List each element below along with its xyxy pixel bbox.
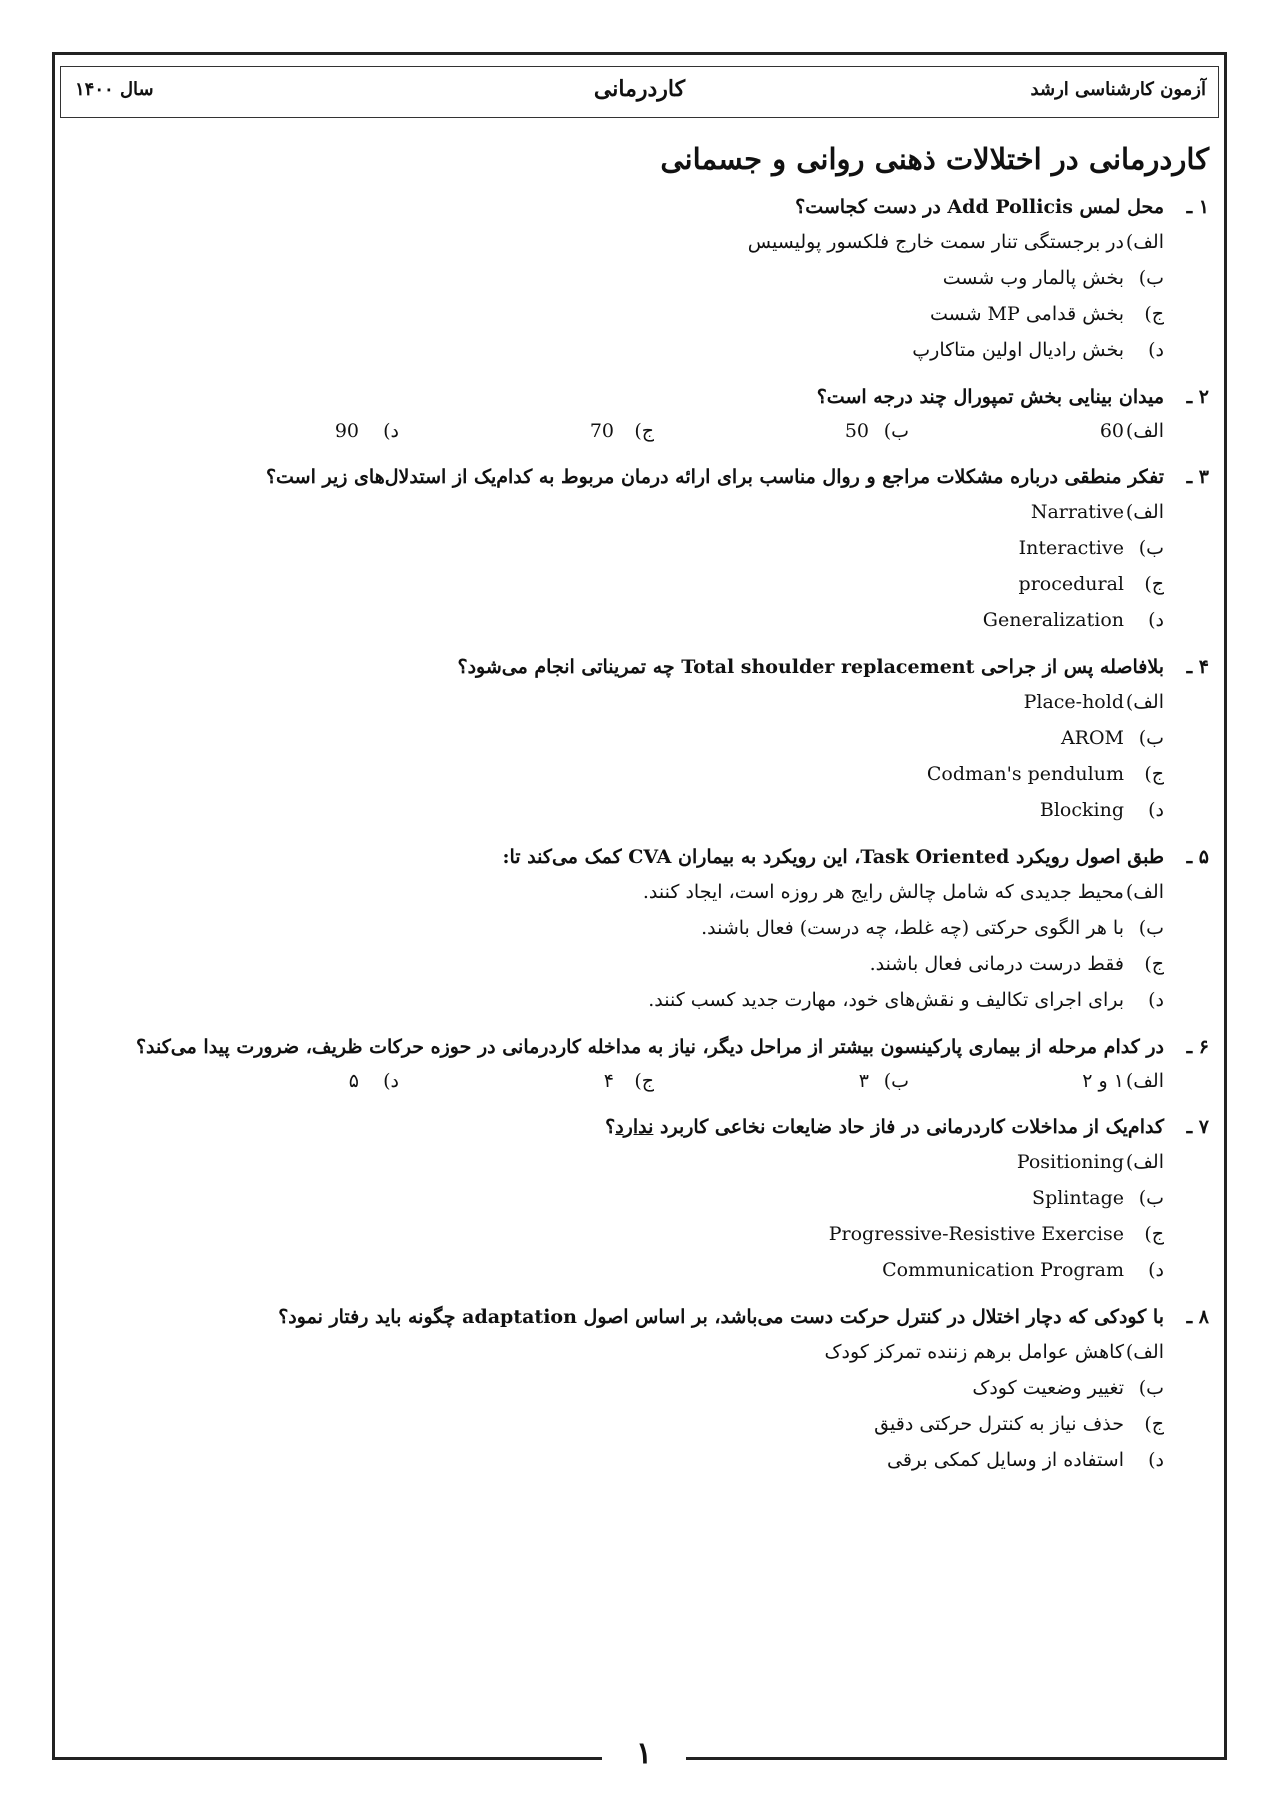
option-letter: ج) bbox=[1144, 303, 1164, 325]
option-text: Place-hold bbox=[1023, 691, 1124, 713]
option-letter: د) bbox=[383, 1070, 399, 1092]
question-text: با کودکی که دچار اختلال در کنترل حرکت دست می‌باشد، بر اساس اصول adaptation چگونه باید رفتار نمود؟ bbox=[278, 1306, 1164, 1328]
frame-bottom-left bbox=[52, 1757, 602, 1760]
option bbox=[70, 792, 1164, 828]
option-text: AROM bbox=[1060, 727, 1124, 749]
option bbox=[909, 414, 1164, 448]
question-number: ۷ ـ bbox=[1186, 1116, 1209, 1138]
option-letter: د) bbox=[1148, 1259, 1164, 1281]
page-number: ۱ bbox=[635, 1736, 653, 1771]
option-text: ۳ bbox=[858, 1070, 869, 1092]
question-text: تفکر منطقی درباره مشکلات مراجع و روال مناسب برای ارائه درمان مربوط به کدام‌یک از استدلال‌های زیر است؟ bbox=[265, 466, 1164, 488]
option bbox=[654, 1064, 909, 1098]
option-text: Codman's pendulum bbox=[926, 763, 1124, 785]
option-text: فقط درست درمانی فعال باشند. bbox=[869, 953, 1124, 975]
option-letter: الف) bbox=[1125, 1151, 1164, 1173]
option-text: محیط جدیدی که شامل چالش رایج هر روزه است، ایجاد کنند. bbox=[642, 881, 1124, 903]
option bbox=[70, 296, 1164, 332]
question-number: ۴ ـ bbox=[1186, 656, 1209, 678]
option bbox=[70, 720, 1164, 756]
option-text: با هر الگوی حرکتی (چه غلط، چه درست) فعال باشند. bbox=[701, 917, 1124, 939]
option-text: بخش رادیال اولین متاکارپ bbox=[912, 339, 1124, 361]
question-text bbox=[70, 1110, 1164, 1144]
option-letter: د) bbox=[1148, 609, 1164, 631]
option bbox=[70, 982, 1164, 1018]
option-letter: الف) bbox=[1125, 881, 1164, 903]
option-text: استفاده از وسایل کمکی برقی bbox=[887, 1449, 1124, 1471]
question-number: ۳ ـ bbox=[1186, 466, 1209, 488]
option-letter: د) bbox=[383, 420, 399, 442]
option-text: 50 bbox=[844, 420, 869, 442]
option-letter: د) bbox=[1148, 1449, 1164, 1471]
question bbox=[70, 380, 1209, 448]
option-letter: ب) bbox=[1138, 917, 1164, 939]
option-text: ۵ bbox=[348, 1070, 359, 1092]
option bbox=[70, 530, 1164, 566]
question bbox=[70, 650, 1209, 828]
option bbox=[909, 1064, 1164, 1098]
option-letter: ج) bbox=[1144, 763, 1164, 785]
option bbox=[70, 684, 1164, 720]
option-text: کاهش عوامل برهم زننده تمرکز کودک bbox=[824, 1341, 1124, 1363]
option bbox=[70, 494, 1164, 530]
option bbox=[144, 414, 399, 448]
option-letter: ج) bbox=[1144, 573, 1164, 595]
option-letter: الف) bbox=[1125, 420, 1164, 442]
option-letter: الف) bbox=[1125, 1070, 1164, 1092]
question-text: طبق اصول رویکرد Task Oriented، این رویکرد به بیماران CVA کمک می‌کند تا: bbox=[502, 846, 1164, 868]
option bbox=[70, 1334, 1164, 1370]
option-letter: ب) bbox=[1138, 727, 1164, 749]
option-text: 90 bbox=[334, 420, 359, 442]
question bbox=[70, 1110, 1209, 1288]
option bbox=[654, 414, 909, 448]
option-letter: ج) bbox=[1144, 1413, 1164, 1435]
option bbox=[70, 1406, 1164, 1442]
option-letter: الف) bbox=[1125, 691, 1164, 713]
option bbox=[70, 260, 1164, 296]
option-text: Interactive bbox=[1018, 537, 1124, 559]
question-number: ۵ ـ bbox=[1186, 846, 1209, 868]
section-title: کاردرمانی در اختلالات ذهنی روانی و جسمانی bbox=[660, 142, 1209, 176]
question-text-part: کدام‌یک از مداخلات کاردرمانی در فاز حاد ضایعات نخاعی کاربرد bbox=[653, 1116, 1164, 1138]
option-text: Generalization bbox=[982, 609, 1124, 631]
option-text: 60 bbox=[1099, 420, 1124, 442]
option bbox=[70, 756, 1164, 792]
question-text: در کدام مرحله از بیماری پارکینسون بیشتر از مراحل دیگر، نیاز به مداخله کاردرمانی در حوزه حرکات ظریف، ضرورت پیدا می‌کند؟ bbox=[135, 1036, 1164, 1058]
option bbox=[70, 1370, 1164, 1406]
option-text: بخش پالمار وب شست bbox=[942, 267, 1124, 289]
option-letter: ج) bbox=[634, 420, 654, 442]
option bbox=[70, 874, 1164, 910]
option-letter: ج) bbox=[634, 1070, 654, 1092]
exam-year: سال ۱۴۰۰ bbox=[75, 79, 154, 100]
option-text: Positioning bbox=[1016, 1151, 1124, 1173]
option bbox=[70, 946, 1164, 982]
option bbox=[70, 566, 1164, 602]
exam-title: آزمون کارشناسی ارشد bbox=[1030, 79, 1206, 100]
option bbox=[144, 1064, 399, 1098]
option-letter: ب) bbox=[883, 420, 909, 442]
option-text: ۴ bbox=[603, 1070, 614, 1092]
option-letter: ب) bbox=[1138, 267, 1164, 289]
question-text: بلافاصله پس از جراحی Total shoulder replacement چه تمریناتی انجام می‌شود؟ bbox=[457, 656, 1164, 678]
option-letter: ب) bbox=[1138, 1187, 1164, 1209]
option-letter: الف) bbox=[1125, 231, 1164, 253]
question-text: میدان بینایی بخش تمپورال چند درجه است؟ bbox=[816, 386, 1164, 408]
question-number: ۲ ـ bbox=[1186, 386, 1209, 408]
option-text: Narrative bbox=[1030, 501, 1124, 523]
option bbox=[70, 224, 1164, 260]
option-letter: ج) bbox=[1144, 953, 1164, 975]
subject-title: کاردرمانی bbox=[593, 76, 686, 102]
option-letter: ج) bbox=[1144, 1223, 1164, 1245]
option-letter: ب) bbox=[1138, 537, 1164, 559]
option bbox=[399, 414, 654, 448]
question-text-end: ؟ bbox=[605, 1116, 616, 1138]
page-header bbox=[60, 66, 1219, 118]
question-text-underlined: ندارد bbox=[615, 1116, 654, 1138]
option bbox=[399, 1064, 654, 1098]
option bbox=[70, 1442, 1164, 1478]
option-letter: ب) bbox=[883, 1070, 909, 1092]
option-text: بخش قدامی MP شست bbox=[929, 303, 1124, 325]
frame-bottom-right bbox=[686, 1757, 1227, 1760]
option-text: procedural bbox=[1018, 573, 1124, 595]
option-letter: د) bbox=[1148, 989, 1164, 1011]
option-letter: د) bbox=[1148, 339, 1164, 361]
question-number: ۸ ـ bbox=[1186, 1306, 1209, 1328]
option-letter: د) bbox=[1148, 799, 1164, 821]
option-text: Progressive-Resistive Exercise bbox=[828, 1223, 1124, 1245]
question-number: ۶ ـ bbox=[1186, 1036, 1209, 1058]
option-text: Splintage bbox=[1032, 1187, 1124, 1209]
question bbox=[70, 190, 1209, 368]
question bbox=[70, 460, 1209, 638]
option-letter: ب) bbox=[1138, 1377, 1164, 1399]
option bbox=[70, 910, 1164, 946]
option-text: حذف نیاز به کنترل حرکتی دقیق bbox=[874, 1413, 1124, 1435]
option-letter: الف) bbox=[1125, 1341, 1164, 1363]
option-text: 70 bbox=[589, 420, 614, 442]
option bbox=[70, 1252, 1164, 1288]
option bbox=[70, 602, 1164, 638]
option-text: تغییر وضعیت کودک bbox=[972, 1377, 1124, 1399]
question bbox=[70, 840, 1209, 1018]
option bbox=[70, 1144, 1164, 1180]
question bbox=[70, 1030, 1209, 1098]
option bbox=[70, 332, 1164, 368]
questions-content bbox=[70, 142, 1209, 1490]
question-number: ۱ ـ bbox=[1186, 196, 1209, 218]
option-text: ۱ و ۲ bbox=[1082, 1070, 1124, 1092]
option bbox=[70, 1180, 1164, 1216]
option-text: برای اجرای تکالیف و نقش‌های خود، مهارت جدید کسب کنند. bbox=[648, 989, 1124, 1011]
option-letter: الف) bbox=[1125, 501, 1164, 523]
option-text: در برجستگی تنار سمت خارج فلکسور پولیسیس bbox=[747, 231, 1124, 253]
question-text: محل لمس Add Pollicis در دست کجاست؟ bbox=[795, 196, 1164, 218]
option bbox=[70, 1216, 1164, 1252]
question bbox=[70, 1300, 1209, 1478]
option-text: Communication Program bbox=[882, 1259, 1124, 1281]
option-text: Blocking bbox=[1039, 799, 1124, 821]
